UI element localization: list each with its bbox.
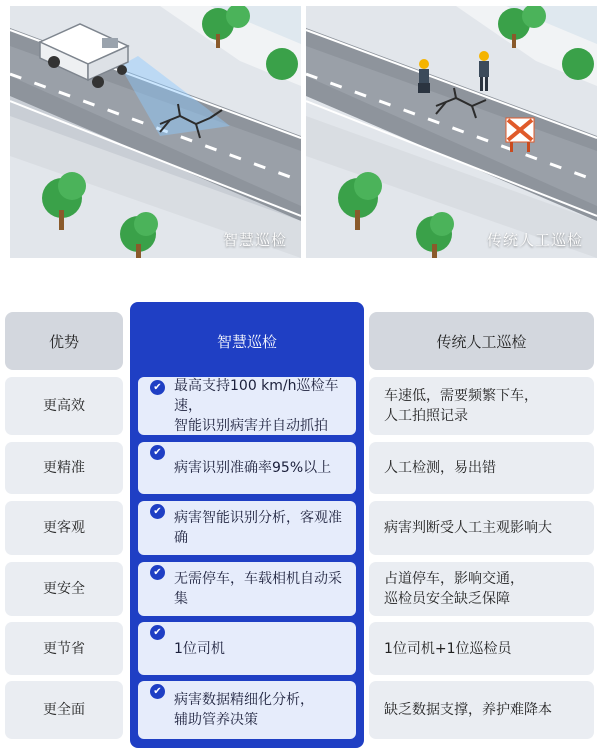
- smart-text: 无需停车，车载相机自动采集: [174, 571, 342, 607]
- smart-inspection-illustration: [10, 6, 301, 258]
- traditional-inspection-label: 传统人工巡检: [486, 231, 583, 249]
- traditional-cell: [369, 442, 594, 494]
- traditional-text: 占道停车，影响交通， 巡检员安全缺乏保障: [384, 571, 524, 607]
- check-circle-icon: ✔: [150, 625, 165, 640]
- check-circle-icon: ✔: [150, 504, 165, 519]
- smart-cell: [138, 377, 356, 435]
- traditional-cell: [369, 501, 594, 555]
- smart-text: 1位司机: [174, 640, 225, 657]
- header-traditional-inspection: 传统人工巡检: [436, 332, 527, 351]
- traditional-inspection-scene: [306, 6, 597, 258]
- advantage-label: 更全面: [43, 702, 85, 718]
- traditional-cell: [369, 681, 594, 739]
- check-circle-icon: ✔: [150, 380, 165, 395]
- advantage-label: 更客观: [43, 520, 85, 536]
- traditional-text: 人工检测，易出错: [384, 460, 496, 476]
- check-circle-icon: ✔: [150, 565, 165, 580]
- check-circle-icon: ✔: [150, 684, 165, 699]
- smart-text: 病害数据精细化分析， 辅助管养决策: [174, 692, 314, 728]
- advantage-label: 更安全: [43, 581, 85, 597]
- advantage-label: 更节省: [43, 640, 85, 657]
- smart-cell: [138, 681, 356, 739]
- smart-text: 病害智能识别分析，客观准确: [174, 510, 342, 546]
- smart-cell: [138, 562, 356, 616]
- smart-inspection-label: 智慧巡检: [222, 231, 287, 249]
- smart-inspection-scene: [10, 6, 301, 258]
- advantage-cell: [5, 442, 123, 494]
- advantage-label: 更高效: [43, 398, 85, 414]
- advantage-cell: [5, 562, 123, 616]
- advantage-cell: [5, 501, 123, 555]
- check-circle-icon: ✔: [150, 445, 165, 460]
- advantage-cell: [5, 622, 123, 675]
- traditional-cell: [369, 562, 594, 616]
- traditional-cell: [369, 622, 594, 675]
- advantage-cell: [5, 681, 123, 739]
- header-smart-inspection: 智慧巡检: [216, 332, 277, 351]
- traditional-text: 病害判断受人工主观影响大: [384, 520, 552, 536]
- header-advantage: 优势: [48, 332, 79, 351]
- smart-cell: [138, 442, 356, 494]
- smart-cell: [138, 501, 356, 555]
- advantage-cell: [5, 377, 123, 435]
- traditional-text: 车速低，需要频繁下车， 人工拍照记录: [384, 388, 538, 424]
- smart-text: 病害识别准确率95%以上: [174, 460, 332, 476]
- traditional-text: 缺乏数据支撑，养护难降本: [384, 702, 552, 718]
- smart-cell: [138, 622, 356, 675]
- traditional-inspection-illustration: [306, 6, 597, 258]
- traditional-cell: [369, 377, 594, 435]
- traditional-text: 1位司机+1位巡检员: [384, 640, 512, 657]
- smart-text: 最高支持100 km/h巡检车速， 智能识别病害并自动抓拍: [174, 378, 339, 434]
- advantage-label: 更精准: [43, 460, 85, 476]
